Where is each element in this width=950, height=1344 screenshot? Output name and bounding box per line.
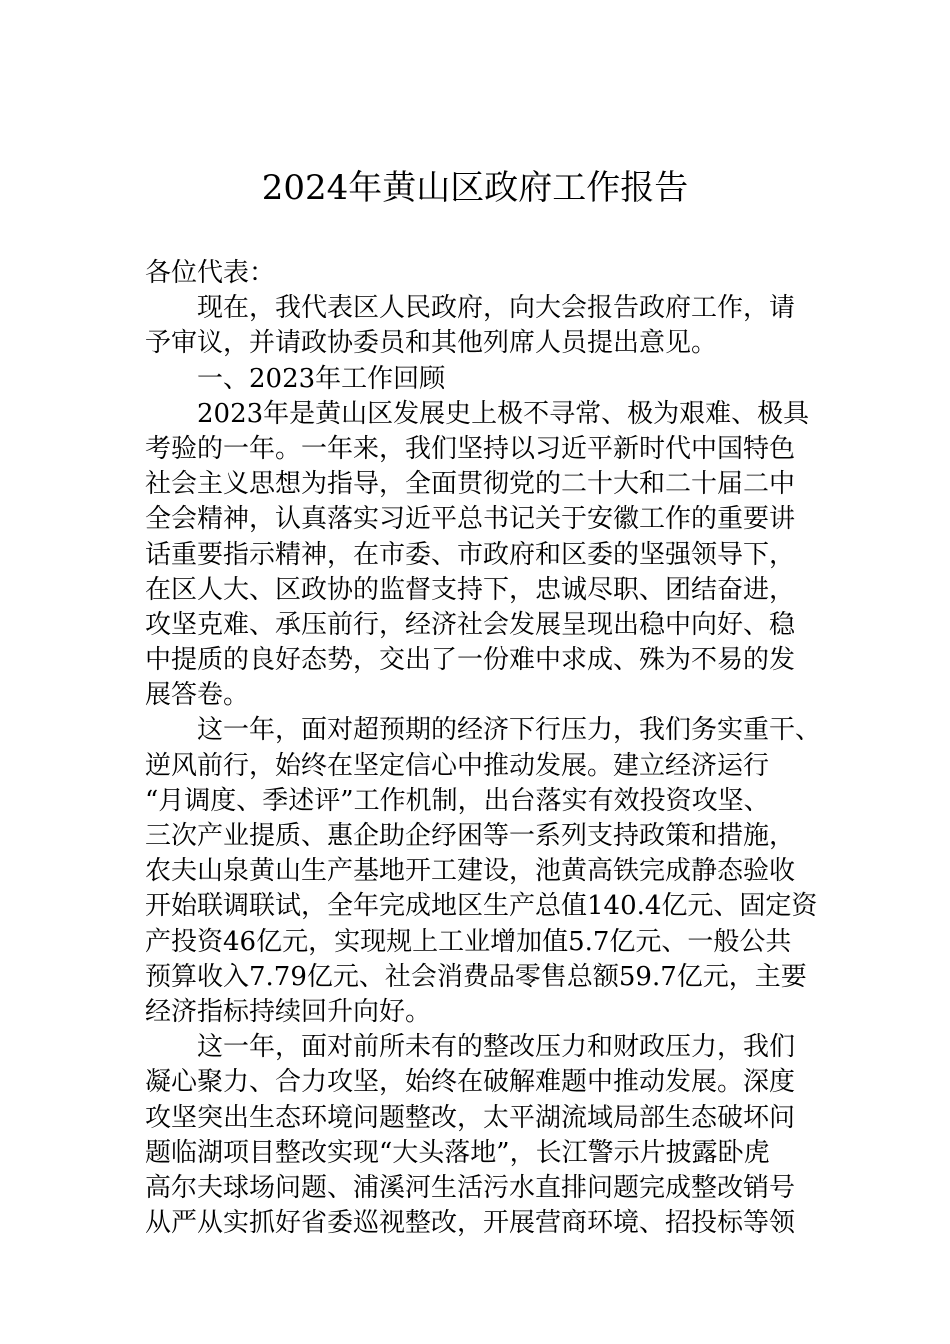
body-text-line: 农夫山泉黄山生产基地开工建设，池黄高铁完成静态验收 [145,856,796,887]
body-text-line: 社会主义思想为指导，全面贯彻党的二十大和二十届二中 [145,469,796,500]
body-text-line: 攻坚突出生态环境问题整改，太平湖流域局部生态破坏问 [145,1102,796,1133]
body-text-line: 现在，我代表区人民政府，向大会报告政府工作，请 [145,293,796,324]
body-text-line: 这一年，面对前所未有的整改压力和财政压力，我们 [145,1032,796,1063]
body-text-line: 考验的一年。一年来，我们坚持以习近平新时代中国特色 [145,433,796,464]
body-text-line: 展答卷。 [145,680,250,711]
document-title: 2024年黄山区政府工作报告 [261,168,689,208]
body-text-line: 题临湖项目整改实现“大头落地”，长江警示片披露卧虎 [145,1137,770,1168]
body-text-line: 开始联调联试，全年完成地区生产总值140.4亿元、固定资 [145,891,818,922]
body-text-line: 经济指标持续回升向好。 [145,996,432,1027]
body-text-line: 高尔夫球场问题、浦溪河生活污水直排问题完成整改销号 [145,1172,796,1203]
body-text-line: 予审议，并请政协委员和其他列席人员提出意见。 [145,328,718,359]
body-text-line: 三次产业提质、惠企助企纾困等一系列支持政策和措施， [145,821,796,851]
body-text-line: “月调度、季述评”工作机制，出台落实有效投资攻坚、 [145,785,770,816]
body-text-line: 逆风前行，始终在坚定信心中推动发展。建立经济运行 [145,750,770,781]
body-text-line: 话重要指示精神，在市委、市政府和区委的坚强领导下， [145,539,796,570]
body-text-line: 各位代表： [145,258,276,288]
body-text-line: 2023年是黄山区发展史上极不寻常、极为艰难、极具 [145,398,810,429]
document-body [145,256,822,1241]
body-text-line: 凝心聚力、合力攻坚，始终在破解难题中推动发展。深度 [145,1067,796,1098]
body-text-line: 产投资46亿元，实现规上工业增加值5.7亿元、一般公共 [145,926,792,957]
body-text-line: 从严从实抓好省委巡视整改，开展营商环境、招投标等领 [145,1208,796,1239]
body-text-line: 攻坚克难、承压前行，经济社会发展呈现出稳中向好、稳 [145,609,796,640]
body-text-line: 全会精神，认真落实习近平总书记关于安徽工作的重要讲 [145,504,796,535]
body-text-line: 这一年，面对超预期的经济下行压力，我们务实重干、 [145,715,822,746]
body-text-line: 在区人大、区政协的监督支持下，忠诚尽职、团结奋进， [145,574,796,605]
body-text-line: 中提质的良好态势，交出了一份难中求成、殊为不易的发 [145,645,796,676]
body-text-line: 一、2023年工作回顾 [145,363,446,394]
body-text-line: 预算收入7.79亿元、社会消费品零售总额59.7亿元，主要 [145,961,807,992]
